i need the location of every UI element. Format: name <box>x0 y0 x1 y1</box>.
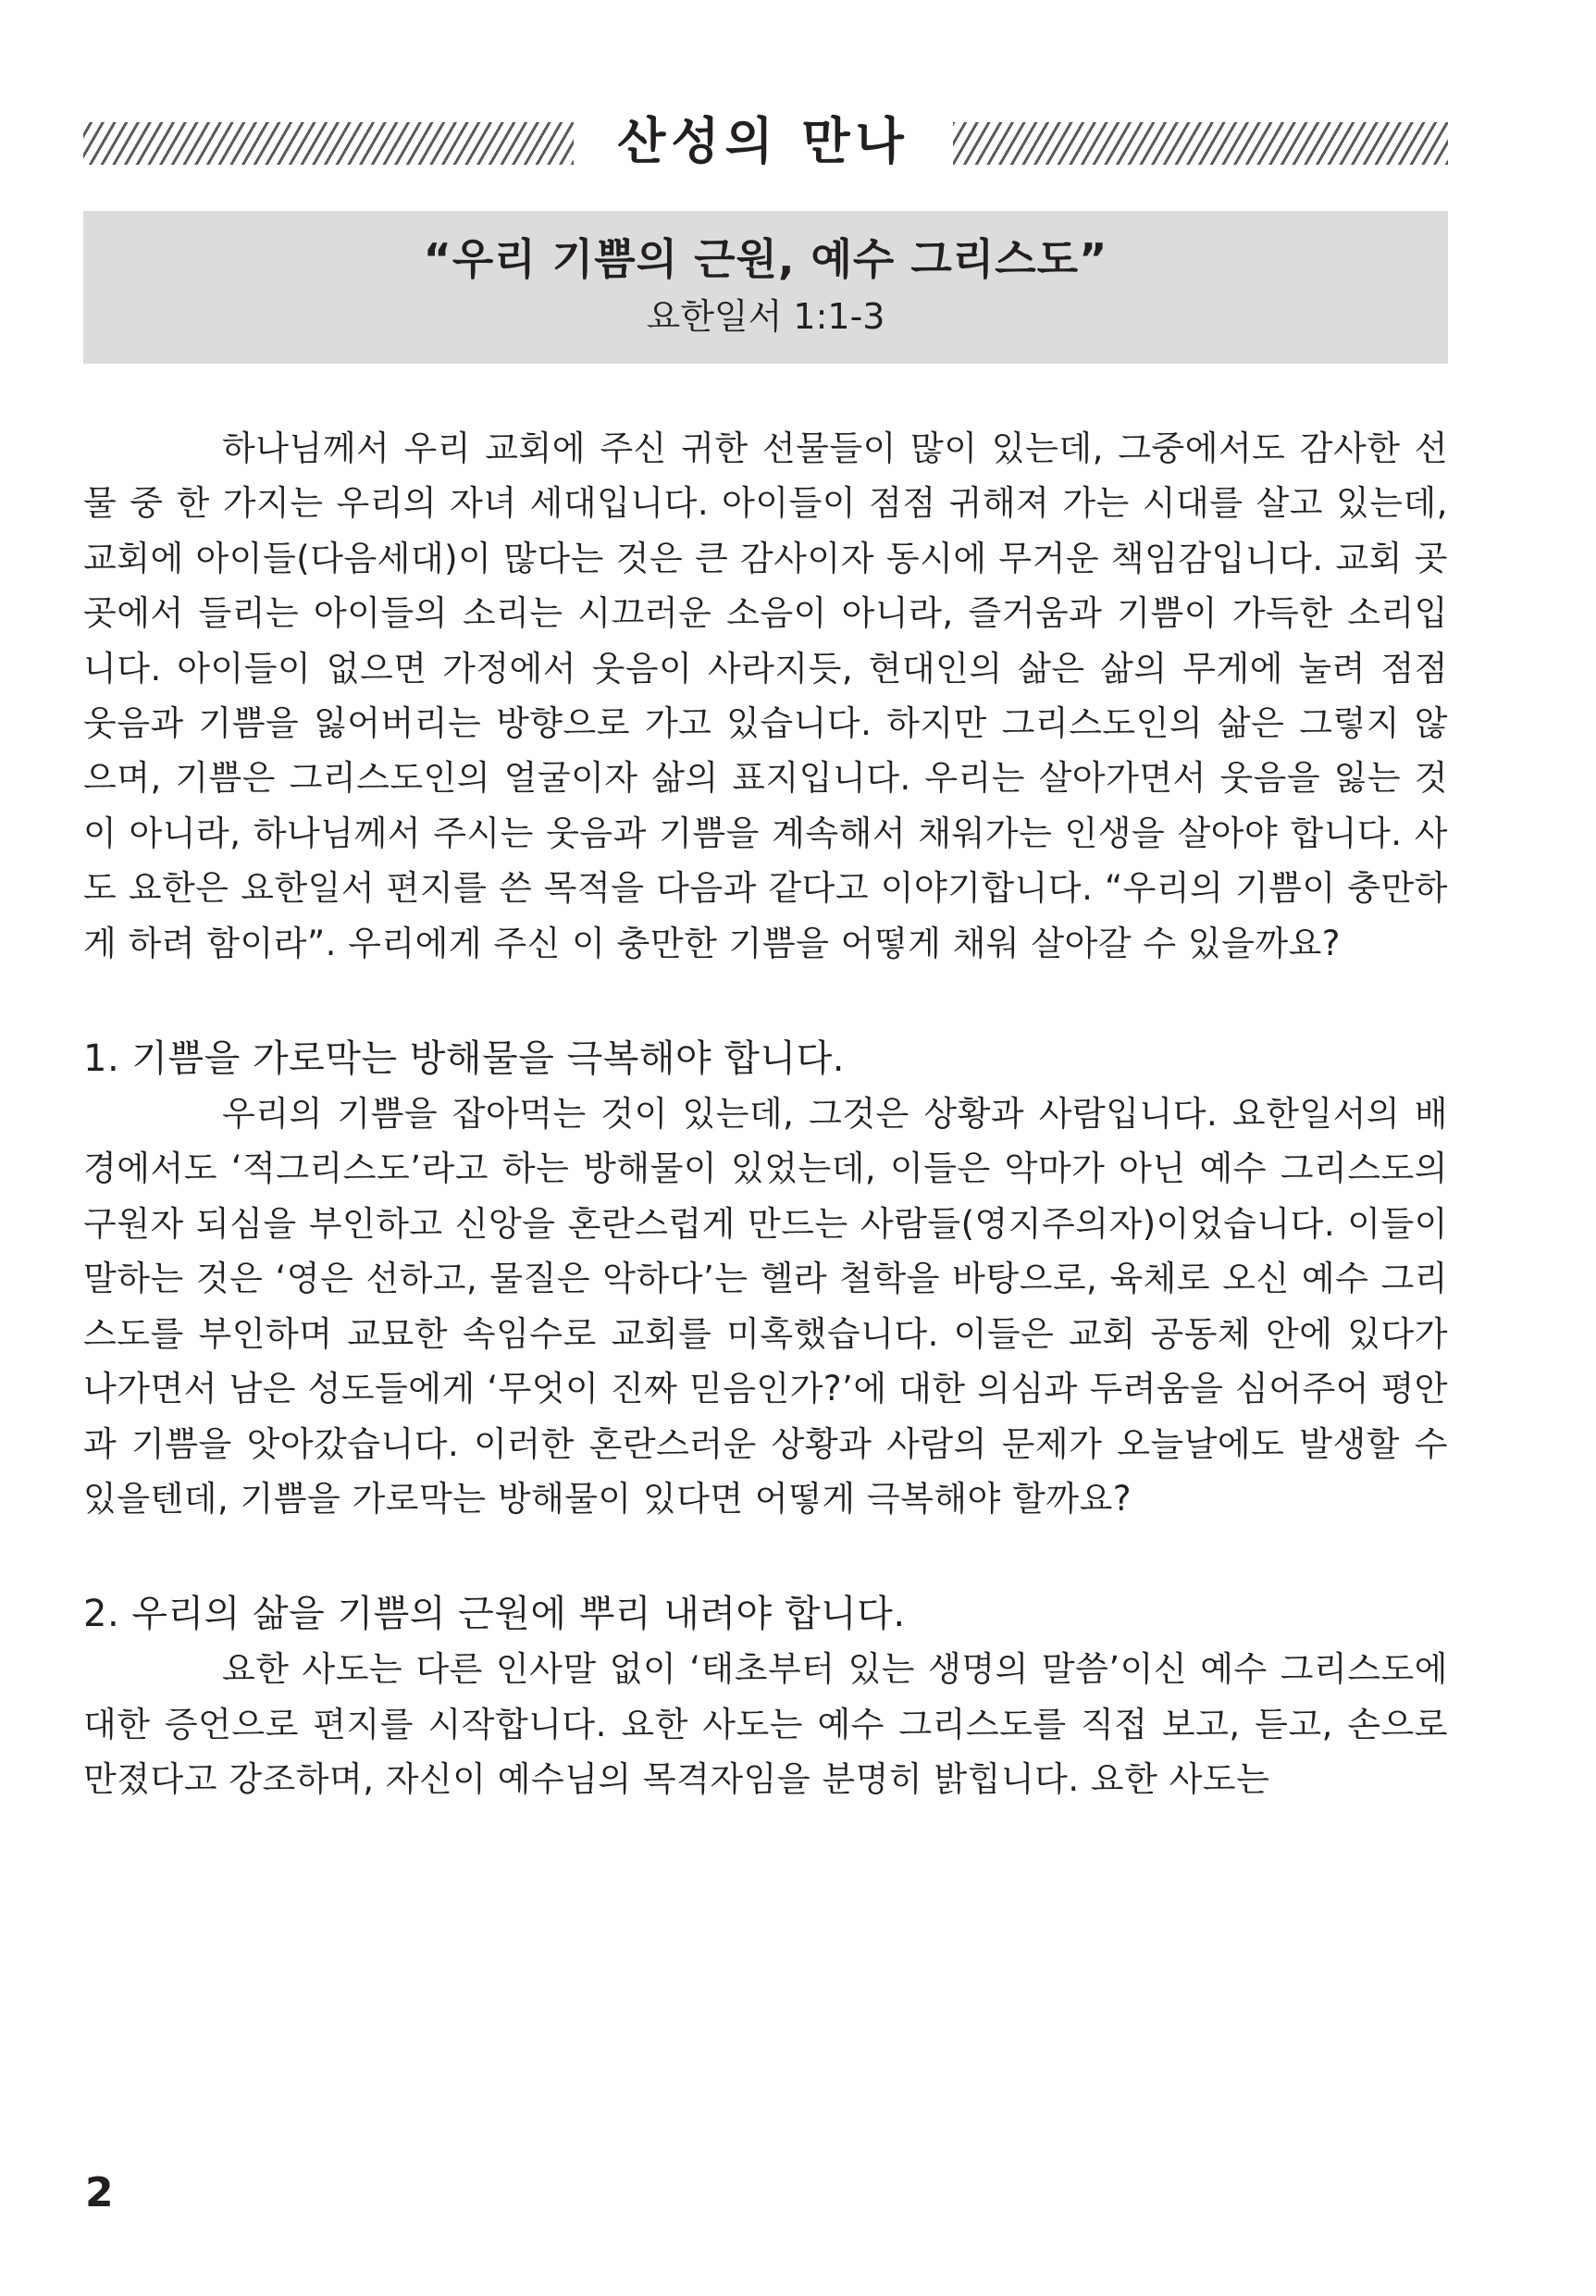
intro-paragraph: 하나님께서 우리 교회에 주신 귀한 선물들이 많이 있는데, 그중에서도 감사한 선물 중 한 가지는 우리의 자녀 세대입니다. 아이들이 점점 귀해져 가는 시대를 살고 있는데, 교회에 아이들(다음세대)이 많다는 것은 큰 감사이자 동시에 무거운 책임감입니다. 교회 곳곳에서 들리는 아이들의 소리는 시끄러운 소음이 아니라, 즐거움과 기쁨이 가득한 소리입니다. 아이들이 없으면 가정에서 웃음이 사라지듯, 현대인의 삶은 삶의 무게에 눌려 점점 웃음과 기쁨을 잃어버리는 방향으로 가고 있습니다. 하지만 그리스도인의 삶은 그렇지 않으며, 기쁨은 그리스도인의 얼굴이자 삶의 표지입니다. 우리는 살아가면서 웃음을 잃는 것이 아니라, 하나님께서 주시는 웃음과 기쁨을 계속해서 채워가는 인생을 살아야 합니다. 사도 요한은 요한일서 편지를 쓴 목적을 다음과 같다고 이야기합니다. “우리의 기쁨이 충만하게 하려 함이라”. 우리에게 주신 이 충만한 기쁨을 어떻게 채워 살아갈 수 있을까요? <box>83 428 1448 963</box>
hatch-decoration-right <box>953 122 1448 165</box>
sermon-title-box <box>83 211 1448 364</box>
section-header <box>83 93 1448 194</box>
point-2-heading: 2. 우리의 삶을 기쁨의 근원에 뿌리 내려야 합니다. <box>83 1593 906 1636</box>
section-title: 산성의 만나 <box>617 112 909 170</box>
point-2-paragraph: 요한 사도는 다른 인사말 없이 ‘태초부터 있는 생명의 말씀’이신 예수 그리스도에 대한 증언으로 편지를 시작합니다. 요한 사도는 예수 그리스도를 직접 보고, 듣고, 손으로 만졌다고 강조하며, 자신이 예수님의 목격자임을 분명히 밝힙니다. 요한 사도는 <box>83 1649 1448 1800</box>
point-1-heading: 1. 기쁨을 가로막는 방해물을 극복해야 합니다. <box>83 1037 845 1081</box>
sermon-title: “우리 기쁨의 근원, 예수 그리스도” <box>423 234 1108 284</box>
sermon-body <box>83 421 1448 1807</box>
hatch-decoration-left <box>83 122 574 165</box>
point-1-paragraph: 우리의 기쁨을 잡아먹는 것이 있는데, 그것은 상황과 사람입니다. 요한일서의 배경에서도 ‘적그리스도’라고 하는 방해물이 있었는데, 이들은 악마가 아닌 예수 그리스도의 구원자 되심을 부인하고 신앙을 혼란스럽게 만드는 사람들(영지주의자)이었습니다. 이들이 말하는 것은 ‘영은 선하고, 물질은 악하다’는 헬라 철학을 바탕으로, 육체로 오신 예수 그리스도를 부인하며 교묘한 속임수로 교회를 미혹했습니다. 이들은 교회 공동체 안에 있다가 나가면서 남은 성도들에게 ‘무엇이 진짜 믿음인가?’에 대한 의심과 두려움을 심어주어 평안과 기쁨을 앗아갔습니다. 이러한 혼란스러운 상황과 사람의 문제가 오늘날에도 발생할 수 있을텐데, 기쁨을 가로막는 방해물이 있다면 어떻게 극복해야 할까요? <box>83 1094 1448 1519</box>
page-number: 2 <box>85 2169 114 2216</box>
scripture-reference: 요한일서 1:1-3 <box>646 296 885 337</box>
